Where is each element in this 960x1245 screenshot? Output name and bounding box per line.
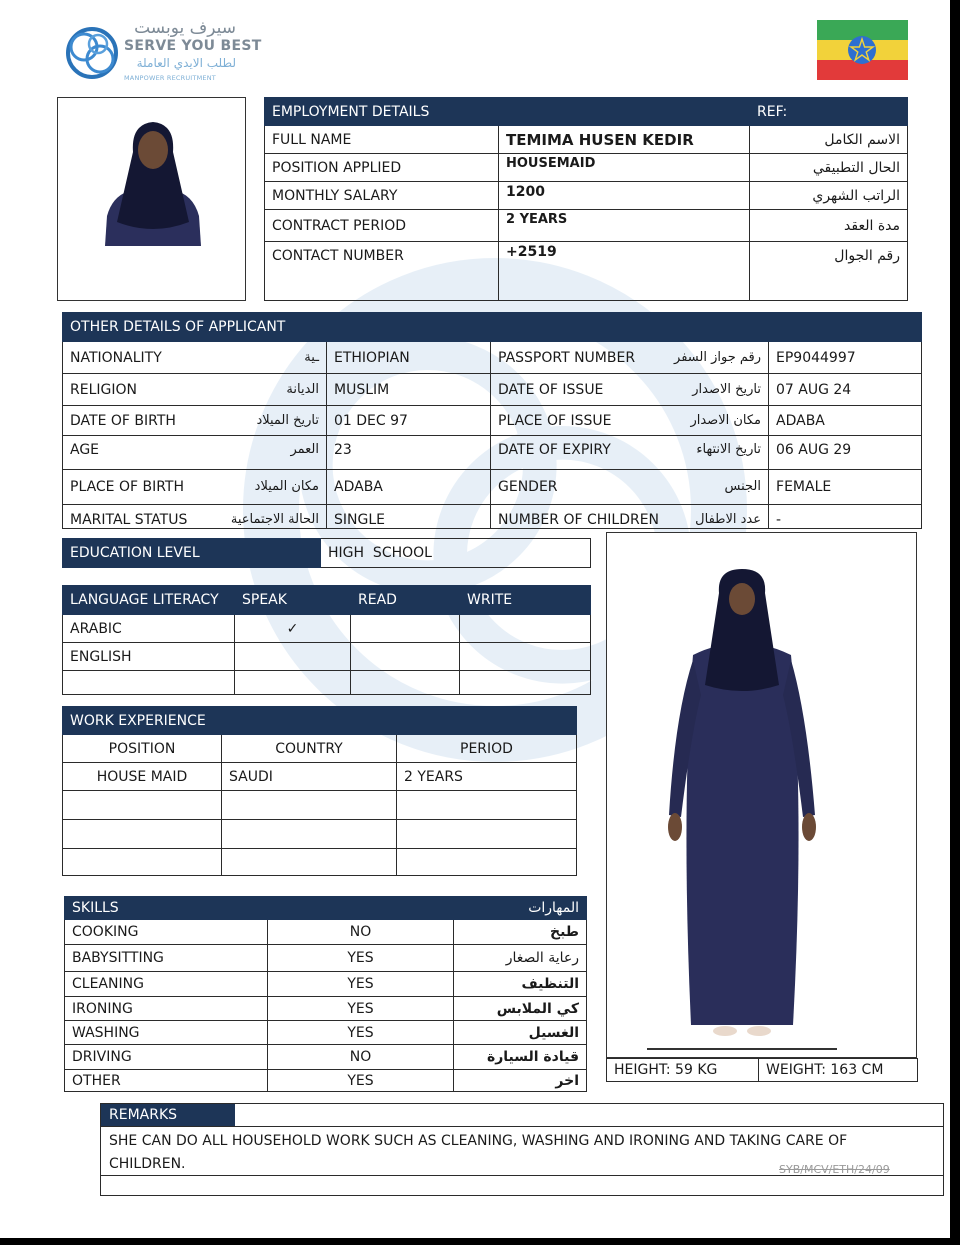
work-position-header: POSITION [63, 735, 222, 763]
other-details-header-blank [491, 313, 922, 342]
number-of-children-cell [491, 505, 769, 529]
read-cell [351, 615, 460, 643]
religion-label: RELIGION [70, 381, 137, 398]
work-empty-cell [222, 849, 397, 876]
write-cell [460, 643, 591, 671]
date-of-expiry-cell [491, 436, 769, 470]
marital-status-cell [63, 505, 327, 529]
language-literacy-table [62, 585, 590, 695]
language-name [63, 671, 235, 695]
skills-header-blank [268, 897, 454, 920]
logo-english-name: SERVE YOU BEST [124, 38, 262, 54]
skill-name: CLEANING [65, 972, 268, 997]
education-level-label: EDUCATION LEVEL [63, 539, 321, 568]
flag-emblem-icon [847, 35, 877, 65]
full-name-label: FULL NAME [265, 126, 499, 154]
religion-value: MUSLIM [327, 374, 491, 406]
contact-number-arabic-label: رقم الجوال [750, 242, 908, 301]
position-applied-label: POSITION APPLIED [265, 154, 499, 182]
nationality-label: NATIONALITY [70, 349, 162, 366]
speak-header: SPEAK [235, 586, 351, 615]
measurements-row [606, 1058, 917, 1082]
skill-arabic-name: الغسيل [454, 1021, 587, 1045]
date-of-issue-value: 07 AUG 24 [769, 374, 922, 406]
skill-name: DRIVING [65, 1045, 268, 1070]
other-details-table [62, 312, 921, 529]
portrait-person-icon [93, 112, 213, 246]
monthly-salary-arabic-label: الراتب الشهري [750, 182, 908, 210]
marital-status-arabic-label: الحالة الاجتماعية [230, 511, 319, 527]
employment-details-header: EMPLOYMENT DETAILS [265, 98, 750, 126]
skill-arabic-name: رعاية الصغار [454, 945, 587, 972]
other-details-header: OTHER DETAILS OF APPLICANT [63, 313, 491, 342]
work-experience-table [62, 706, 576, 876]
full-body-photo [606, 532, 917, 1058]
work-empty-cell [397, 791, 577, 820]
work-period-header: PERIOD [397, 735, 577, 763]
religion-arabic-label: الديانة [286, 381, 319, 397]
full-name-arabic-label: الاسم الكامل [750, 126, 908, 154]
skill-value: YES [268, 972, 454, 997]
skill-value: YES [268, 1070, 454, 1092]
work-empty-cell [63, 791, 222, 820]
contract-period-label: CONTRACT PERIOD [265, 210, 499, 242]
skills-table [64, 896, 586, 1092]
gender-arabic-label: الجنس [724, 479, 762, 494]
date-of-birth-arabic-label: تاريخ الميلاد [256, 412, 319, 428]
work-period-value: 2 YEARS [397, 763, 577, 791]
place-of-birth-value: ADABA [327, 470, 491, 505]
weight-value: WEIGHT: 163 CM [759, 1059, 918, 1082]
skill-arabic-name: التنظيف [454, 972, 587, 997]
passport-number-value: EP9044997 [769, 342, 922, 374]
place-of-issue-label: PLACE OF ISSUE [498, 412, 612, 429]
contact-number-label: CONTACT NUMBER [265, 242, 499, 301]
read-cell [351, 643, 460, 671]
skill-arabic-name: قيادة السيارة [454, 1045, 587, 1070]
portrait-photo [57, 97, 246, 301]
monthly-salary-value: 1200 [499, 182, 750, 210]
work-country-header: COUNTRY [222, 735, 397, 763]
remarks-header: REMARKS [101, 1104, 235, 1126]
work-empty-cell [222, 820, 397, 849]
write-cell [460, 671, 591, 695]
ref-label: REF: [750, 98, 908, 126]
passport-number-cell [491, 342, 769, 374]
place-of-issue-arabic-label: مكان الاصدار [690, 412, 762, 428]
monthly-salary-label: MONTHLY SALARY [265, 182, 499, 210]
company-logo [62, 18, 262, 88]
skill-value: YES [268, 1021, 454, 1045]
work-empty-cell [222, 791, 397, 820]
date-of-expiry-label: DATE OF EXPIRY [498, 442, 611, 458]
work-country-value: SAUDI [222, 763, 397, 791]
skill-arabic-name: طبخ [454, 920, 587, 945]
date-of-issue-arabic-label: تاريخ الاصدار [692, 381, 762, 397]
number-of-children-label: NUMBER OF CHILDREN [498, 511, 660, 528]
date-of-expiry-arabic-label: تاريخ الانتهاء [696, 442, 762, 457]
gender-value: FEMALE [769, 470, 922, 505]
place-of-issue-cell [491, 406, 769, 436]
passport-number-arabic-label: رقم جواز السفر [674, 349, 762, 365]
date-of-expiry-value: 06 AUG 29 [769, 436, 922, 470]
remarks-text: SHE CAN DO ALL HOUSEHOLD WORK SUCH AS CLEANING, WASHING AND IRONING AND TAKING CARE OF CHILDREN. [109, 1133, 848, 1172]
education-level-value: HIGH SCHOOL [321, 539, 591, 568]
work-experience-header-blank [397, 707, 577, 735]
write-cell [460, 615, 591, 643]
language-literacy-header: LANGUAGE LITERACY [63, 586, 235, 615]
contract-period-arabic-label: مدة العقد [750, 210, 908, 242]
skill-value: NO [268, 1045, 454, 1070]
speak-checkmark: ✓ [235, 615, 351, 643]
place-of-birth-arabic-label: مكان الميلاد [254, 479, 319, 494]
logo-arabic-sub: لطلب الايدي العاملة [136, 56, 236, 70]
skill-name: COOKING [65, 920, 268, 945]
employment-details-table [264, 97, 907, 301]
work-empty-cell [397, 849, 577, 876]
place-of-birth-label: PLACE OF BIRTH [70, 479, 185, 495]
contact-number-value: +2519 [499, 242, 750, 301]
skill-name: IRONING [65, 997, 268, 1021]
write-header: WRITE [460, 586, 591, 615]
place-of-issue-value: ADABA [769, 406, 922, 436]
work-position-value: HOUSE MAID [63, 763, 222, 791]
work-empty-cell [63, 820, 222, 849]
marital-status-label: MARITAL STATUS [70, 511, 188, 528]
date-of-birth-label: DATE OF BIRTH [70, 412, 176, 429]
position-applied-value: HOUSEMAID [499, 154, 750, 182]
date-of-issue-label: DATE OF ISSUE [498, 381, 604, 398]
date-of-birth-value: 01 DEC 97 [327, 406, 491, 436]
number-of-children-value: - [769, 505, 922, 529]
full-body-person-icon [647, 565, 837, 1050]
passport-number-label: PASSPORT NUMBER [498, 349, 636, 366]
work-empty-cell [397, 820, 577, 849]
age-label: AGE [70, 442, 100, 458]
number-of-children-arabic-label: عدد الاطفال [695, 511, 762, 527]
height-value: HEIGHT: 59 KG [607, 1059, 759, 1082]
read-header: READ [351, 586, 460, 615]
skill-value: YES [268, 945, 454, 972]
logo-knot-icon [62, 22, 122, 84]
nationality-value: ETHIOPIAN [327, 342, 491, 374]
remarks-divider [101, 1126, 943, 1127]
age-cell [63, 436, 327, 470]
speak-cell [235, 671, 351, 695]
nationality-cell [63, 342, 327, 374]
position-applied-arabic-label: الحال التطبيقي [750, 154, 908, 182]
age-value: 23 [327, 436, 491, 470]
document-code: SYB/MCV/ETH/24/09 [779, 1163, 890, 1176]
skill-value: YES [268, 997, 454, 1021]
logo-arabic-name: سيرف يوبست [134, 18, 236, 38]
skill-value: NO [268, 920, 454, 945]
work-empty-cell [63, 849, 222, 876]
skills-header: SKILLS [65, 897, 268, 920]
logo-subtitle: MANPOWER RECRUITMENT [124, 74, 216, 82]
religion-cell [63, 374, 327, 406]
education-level-row [62, 538, 590, 568]
skill-arabic-name: اخر [454, 1070, 587, 1092]
language-name: ENGLISH [63, 643, 235, 671]
gender-label: GENDER [498, 479, 558, 495]
ethiopia-flag-icon [817, 20, 908, 80]
place-of-birth-cell [63, 470, 327, 505]
gender-cell [491, 470, 769, 505]
skill-name: OTHER [65, 1070, 268, 1092]
skill-name: WASHING [65, 1021, 268, 1045]
language-name: ARABIC [63, 615, 235, 643]
skills-arabic-header: المهارات [454, 897, 587, 920]
marital-status-value: SINGLE [327, 505, 491, 529]
date-of-birth-cell [63, 406, 327, 436]
nationality-arabic-label: ـية [304, 349, 319, 365]
skill-arabic-name: كي الملابس [454, 997, 587, 1021]
read-cell [351, 671, 460, 695]
remarks-box [100, 1103, 944, 1196]
full-name-value: TEMIMA HUSEN KEDIR [499, 126, 750, 154]
speak-cell [235, 643, 351, 671]
work-experience-header: WORK EXPERIENCE [63, 707, 397, 735]
skill-name: BABYSITTING [65, 945, 268, 972]
contract-period-value: 2 YEARS [499, 210, 750, 242]
date-of-issue-cell [491, 374, 769, 406]
age-arabic-label: العمر [290, 442, 319, 457]
